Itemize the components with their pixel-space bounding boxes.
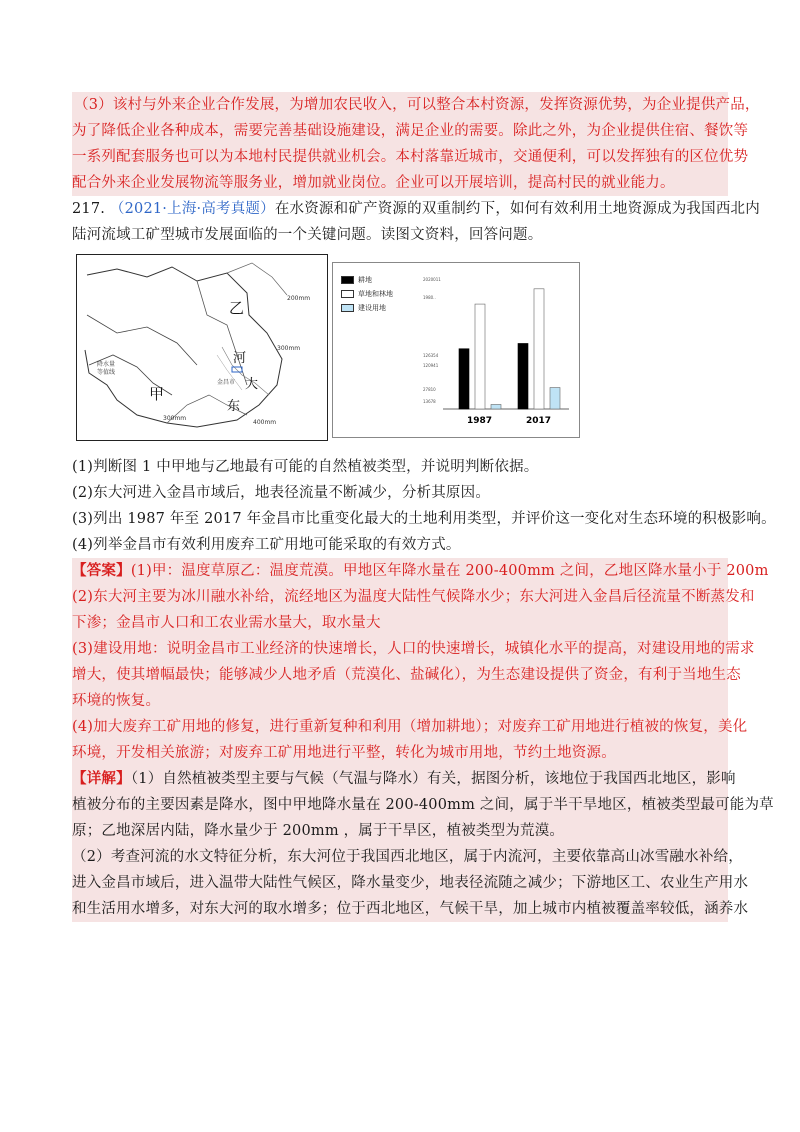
legend-item-grassland: 草地和林地 [341, 289, 393, 299]
bar-建设用地-2017 [550, 388, 560, 409]
y-tick-label: 126354 [423, 353, 439, 358]
y-tick-label: 120941 [423, 363, 439, 368]
detail-line: （2）考查河流的水文特征分析，东大河位于我国西北地区，属于内流河，主要依靠高山冰雪融水补给， [72, 849, 743, 865]
y-tick-label: 27810 [423, 387, 436, 392]
map-label-jia: 甲 [149, 385, 165, 403]
map-label-dong: 东 [227, 399, 241, 414]
bar-耕地-1987 [459, 349, 469, 409]
legend-item-construction: 建设用地 [341, 303, 386, 313]
map-legend-text: 降水量 [97, 361, 116, 368]
subquestion-2: (2)东大河进入金昌市域后，地表径流量不断减少，分析其原因。 [72, 485, 491, 501]
map-label-he: 河 [233, 351, 247, 366]
detail-block [72, 766, 774, 922]
map-legend-text: 等值线 [97, 369, 116, 376]
answer-line: 环境的恢复。 [72, 693, 161, 709]
subquestion-3: (3)列出 1987 年至 2017 年金昌市比重变化最大的土地利用类型，并评价这一变化对生态环境的积极影响。 [72, 511, 776, 527]
city-icon [232, 367, 242, 372]
answer-line: (4)加大废弃工矿用地的修复，进行重新复种和利用（增加耕地）；对废弃工矿用地进行植被的恢复，美化 [72, 719, 748, 735]
y-tick-label: 1980.. [423, 295, 436, 300]
detail-line: 和生活用水增多，对东大河的取水增多；位于西北地区，气候干旱，加上城市内植被覆盖率较低，涵养水 [72, 901, 749, 917]
previous-answer-line: （3）该村与外来企业合作发展，为增加农民收入，可以整合本村资源，发挥资源优势，为企业提供产品， [74, 97, 760, 113]
answer-line: (2)东大河主要为冰川融水补给，流经地区为温度大陆性气候降水少；东大河进入金昌后径流量不断蒸发和 [72, 589, 755, 605]
detail-line: 【详解】（1）自然植被类型主要与气候（气温与降水）有关，据图分析，该地位于我国西北地区，影响 [72, 770, 736, 787]
previous-answer-line: 配合外来企业发展物流等服务业，增加就业岗位。企业可以开展培训，提高村民的就业能力。 [72, 175, 675, 191]
question-stem-line: 陆河流域工矿型城市发展面临的一个关键问题。读图文资料，回答问题。 [72, 227, 543, 243]
detail-line: 原；乙地深居内陆，降水量少于 200mm ，属于干旱区，植被类型为荒漠。 [72, 823, 565, 839]
answer-line: 【答案】(1)甲：温度草原乙：温度荒漠。甲地区年降水量在 200-400mm 之间，乙地区降水量小于 200m [72, 562, 769, 579]
city-label: 金昌市 [217, 379, 236, 386]
detail-line: 植被分布的主要因素是降水，图中甲地降水量在 200-400mm 之间，属于半干旱地区，植被类型最可能为草 [72, 797, 774, 813]
question-number: 217. [72, 201, 106, 217]
land-use-chart [332, 262, 580, 438]
legend-item-cropland: 耕地 [341, 275, 372, 285]
previous-answer-line: 一系列配套服务也可以为本地村民提供就业机会。本村落靠近城市，交通便利，可以发挥独有的区位优势 [72, 149, 749, 165]
chart-svg [333, 263, 579, 437]
map-figure [76, 254, 328, 441]
previous-answer-block [72, 92, 760, 196]
x-tick-label: 1987 [467, 416, 493, 426]
isoline-label: 300mm [277, 345, 301, 352]
answer-block [72, 558, 769, 766]
answer-line: 环境，开发相关旅游；对废弃工矿用地进行平整，转化为城市用地，节约土地资源。 [72, 745, 616, 761]
answer-line: (3)建设用地：说明金昌市工业经济的快速增长，人口的快速增长，城镇化水平的提高，对建设用地的需求 [72, 641, 755, 657]
answer-line: 下渗；金昌市人口和工农业需水量大，取水量大 [72, 615, 381, 631]
answer-tag: 【答案】 [72, 562, 131, 579]
bar-草地和林地-2017 [534, 289, 544, 409]
x-tick-label: 2017 [526, 416, 552, 426]
answer-line: 增大，使其增幅最快；能够减少人地矛盾（荒漠化、盐碱化），为生态建设提供了资金，有利于当地生态 [72, 667, 741, 683]
question-stem-line: 在水资源和矿产资源的双重制约下，如何有效利用土地资源成为我国西北内 [274, 201, 760, 217]
bar-耕地-2017 [518, 343, 528, 409]
map-label-da: 大 [245, 377, 259, 392]
isoline-label: 400mm [253, 419, 277, 426]
detail-tag: 【详解】 [72, 770, 131, 787]
question-source: （2021·上海·高考真题） [109, 201, 275, 217]
map-label-yi: 乙 [229, 299, 245, 317]
previous-answer-line: 为了降低企业各种成本，需要完善基础设施建设，满足企业的需要。除此之外，为企业提供住宿、餐饮等 [72, 123, 749, 139]
subquestion-1: (1)判断图 1 中甲地与乙地最有可能的自然植被类型，并说明判断依据。 [72, 459, 539, 475]
figure-row [72, 254, 728, 450]
y-tick-label: 2020011 [423, 277, 441, 282]
document-page [72, 92, 776, 922]
isoline-label: 300mm [163, 415, 187, 422]
bar-草地和林地-1987 [475, 304, 485, 409]
bar-建设用地-1987 [491, 404, 501, 409]
y-tick-label: 13678 [423, 399, 436, 404]
subquestion-4: (4)列举金昌市有效利用废弃工矿用地可能采取的有效方式。 [72, 537, 461, 553]
detail-line: 进入金昌市域后，进入温带大陆性气候区，降水量变少，地表径流随之减少；下游地区工、农业生产用水 [72, 875, 749, 891]
question-header [72, 196, 760, 222]
isoline-label: 200mm [287, 295, 311, 302]
